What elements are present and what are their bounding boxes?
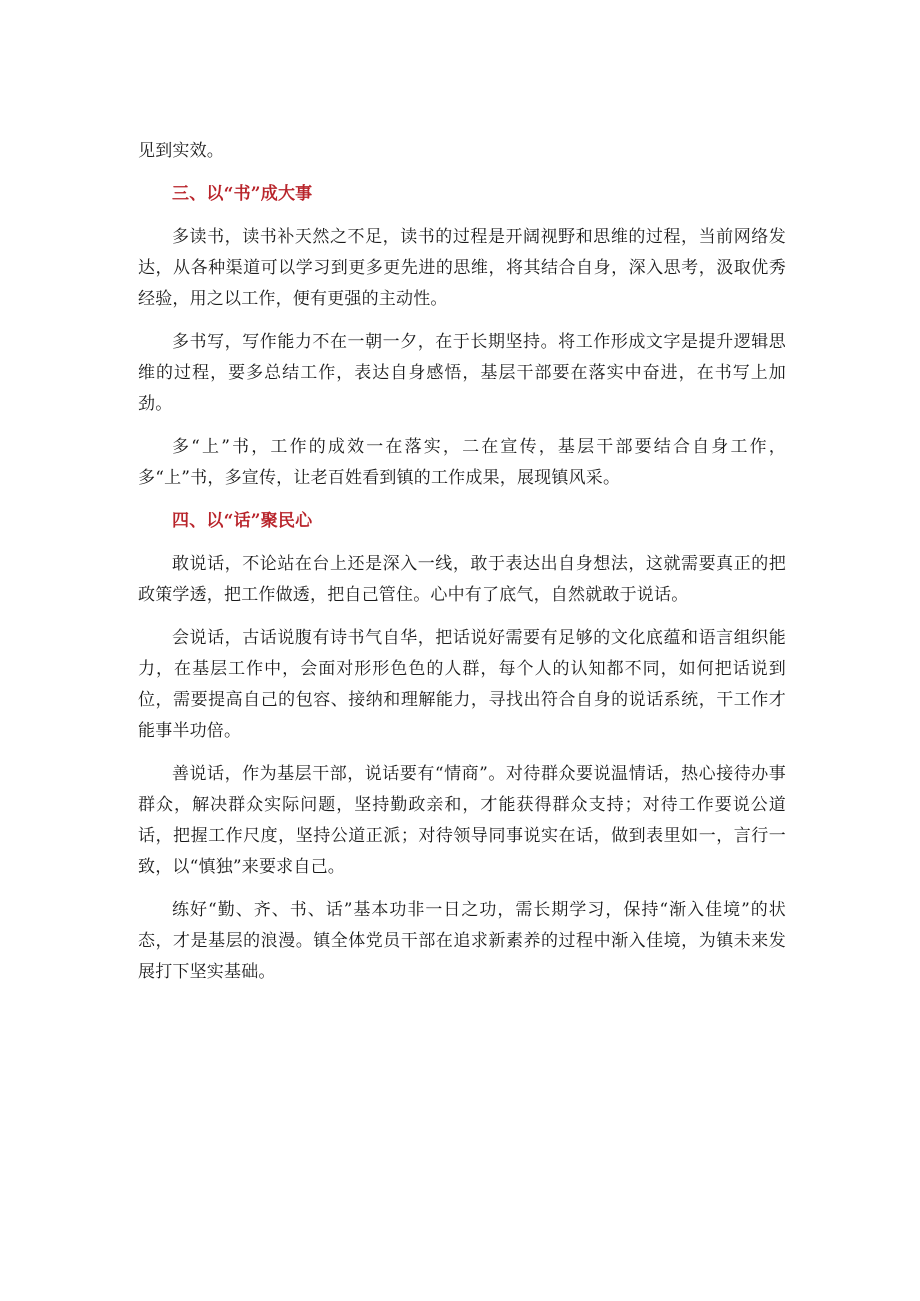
section-4-paragraph-3: 善说话，作为基层干部，说话要有“情商”。对待群众要说温情话，热心接待办事群众，解决群众实际问题，坚持勤政亲和，才能获得群众支持；对待工作要说公道话，把握工作尺度，坚持公道正派；对待领导同事说实在话，做到表里如一，言行一致，以“慎独”来要求自己。 <box>138 764 786 877</box>
continuation-paragraph: 见到实效。 <box>138 141 224 161</box>
section-3-paragraph-3: 多“上”书，工作的成效一在落实，二在宣传，基层干部要结合自身工作，多“上”书，多宣传，让老百姓看到镇的工作成果，展现镇风采。 <box>138 437 786 488</box>
section-4-paragraph-2: 会说话，古话说腹有诗书气自华，把话说好需要有足够的文化底蕴和语言组织能力，在基层工作中，会面对形形色色的人群，每个人的认知都不同，如何把话说到位，需要提高自己的包容、接纳和理解能力，寻找出符合自身的说话系统，干工作才能事半功倍。 <box>138 628 786 741</box>
section-heading-4: 四、以“话”聚民心 <box>172 511 313 531</box>
document-page <box>138 136 786 988</box>
section-3-paragraph-2: 多书写，写作能力不在一朝一夕，在于长期坚持。将工作形成文字是提升逻辑思维的过程，要多总结工作，表达自身感悟，基层干部要在落实中奋进，在书写上加劲。 <box>138 332 786 414</box>
section-4-paragraph-1: 敢说话，不论站在台上还是深入一线，敢于表达出自身想法，这就需要真正的把政策学透，把工作做透，把自己管住。心中有了底气，自然就敢于说话。 <box>138 554 786 605</box>
section-heading-3: 三、以“书”成大事 <box>172 184 313 204</box>
section-3-paragraph-1: 多读书，读书补天然之不足，读书的过程是开阔视野和思维的过程，当前网络发达，从各种渠道可以学习到更多更先进的思维，将其结合自身，深入思考，汲取优秀经验，用之以工作，便有更强的主动性。 <box>138 227 786 309</box>
section-4-paragraph-4: 练好“勤、齐、书、话”基本功非一日之功，需长期学习，保持“渐入佳境”的状态，才是基层的浪漫。镇全体党员干部在追求新素养的过程中渐入佳境，为镇未来发展打下坚实基础。 <box>138 900 786 982</box>
